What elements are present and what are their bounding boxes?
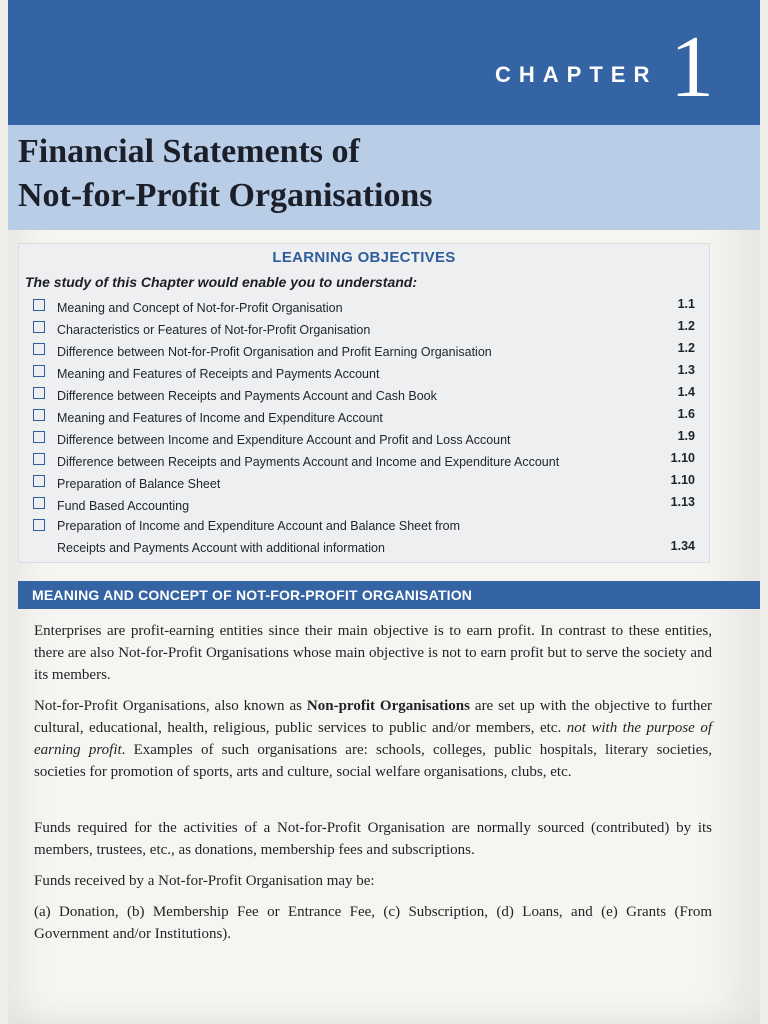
objective-text: [57, 515, 657, 559]
paragraph-intro: Enterprises are profit-earning entities since their main objective is to earn profit. In contrast to these entities, there are also Not-for-Profit Organisations whose main objective is not to earn profit but to serve the society and its members.: [34, 623, 712, 683]
section-number: 1.9: [677, 429, 695, 443]
objective-text: Fund Based Accounting: [57, 499, 190, 513]
checkbox-icon: [33, 431, 45, 443]
paragraph-funds-received: Funds received by a Not-for-Profit Organisation may be:: [34, 873, 375, 889]
objective-text: Difference between Receipts and Payments Account and Cash Book: [57, 389, 437, 403]
chapter-number: 1: [670, 19, 714, 116]
section-number: 1.10: [670, 473, 695, 487]
list-item: [19, 384, 709, 406]
section-number: 1.2: [677, 319, 695, 333]
objectives-lead: The study of this Chapter would enable you to understand:: [25, 274, 418, 290]
list-item: [19, 406, 709, 428]
checkbox-icon: [33, 497, 45, 509]
section-heading-bar: [18, 581, 760, 609]
section-number: 1.13: [670, 495, 695, 509]
objective-text: Meaning and Features of Receipts and Payments Account: [57, 367, 380, 381]
section-number: 1.34: [670, 539, 695, 553]
checkbox-icon: [33, 321, 45, 333]
objective-text-line-2: Receipts and Payments Account with additional information: [57, 541, 385, 555]
text-run: are set up with the objective to further cultural, educational, health, religious, public services to public and/or members, etc.: [34, 698, 713, 736]
list-item: [19, 494, 709, 516]
objective-text: Difference between Income and Expenditure Account and Profit and Loss Account: [57, 433, 511, 447]
objective-text: Difference between Receipts and Payments Account and Income and Expenditure Account: [57, 455, 560, 469]
objectives-list: [19, 296, 709, 560]
objective-text-line-1: Preparation of Income and Expenditure Account and Balance Sheet from: [57, 519, 461, 533]
learning-objectives-box: [18, 243, 710, 563]
objective-text: Preparation of Balance Sheet: [57, 477, 221, 491]
checkbox-icon: [33, 519, 45, 531]
italic-phrase: not with the purpose of earning profit: [34, 720, 712, 758]
section-number: 1.3: [677, 363, 695, 377]
checkbox-icon: [33, 475, 45, 487]
paragraph-fund-types: (a) Donation, (b) Membership Fee or Entrance Fee, (c) Subscription, (d) Loans, and (e) Grants (From Government and/or Institutions).: [34, 904, 712, 942]
checkbox-icon: [33, 387, 45, 399]
checkbox-icon: [33, 343, 45, 355]
text-run: . Examples of such organisations are: schools, colleges, public hospitals, literary societies, societies for promotion of sports, arts and culture, social welfare organisations, clubs, etc.: [34, 742, 712, 780]
checkbox-icon: [33, 365, 45, 377]
checkbox-icon: [33, 453, 45, 465]
bold-term: Non-profit Organisations: [306, 698, 470, 714]
section-number: 1.2: [677, 341, 695, 355]
objective-text: Meaning and Concept of Not-for-Profit Organisation: [57, 301, 343, 315]
list-item: [19, 362, 709, 384]
list-item: [19, 318, 709, 340]
paragraph-definition: [34, 695, 712, 783]
title-line-1: Financial Statements of: [18, 133, 360, 170]
book-page: [8, 0, 760, 1024]
text-run: Not-for-Profit Organisations, also known as: [34, 698, 307, 714]
section-number: 1.10: [670, 451, 695, 465]
objective-text: Difference between Not-for-Profit Organisation and Profit Earning Organisation: [57, 345, 492, 359]
chapter-label: CHAPTER: [495, 62, 658, 87]
objective-text: Characteristics or Features of Not-for-Profit Organisation: [57, 323, 371, 337]
checkbox-icon: [33, 409, 45, 421]
section-number: 1.1: [677, 297, 695, 311]
section-heading: MEANING AND CONCEPT OF NOT-FOR-PROFIT ORGANISATION: [32, 587, 473, 603]
section-number: 1.4: [677, 385, 695, 399]
list-item: [19, 472, 709, 494]
section-number: 1.6: [677, 407, 695, 421]
checkbox-icon: [33, 299, 45, 311]
list-item: [19, 340, 709, 362]
list-item: [19, 516, 709, 560]
objective-text: Meaning and Features of Income and Expenditure Account: [57, 411, 383, 425]
chapter-title: [18, 130, 618, 218]
list-item: [19, 450, 709, 472]
list-item: [19, 296, 709, 318]
list-item: [19, 428, 709, 450]
title-line-2: Not-for-Profit Organisations: [18, 177, 433, 214]
paragraph-funds: Funds required for the activities of a Not-for-Profit Organisation are normally sourced (contributed) by its members, trustees, etc., as donations, membership fees and subscriptions.: [34, 820, 712, 858]
objectives-heading: LEARNING OBJECTIVES: [272, 249, 456, 266]
